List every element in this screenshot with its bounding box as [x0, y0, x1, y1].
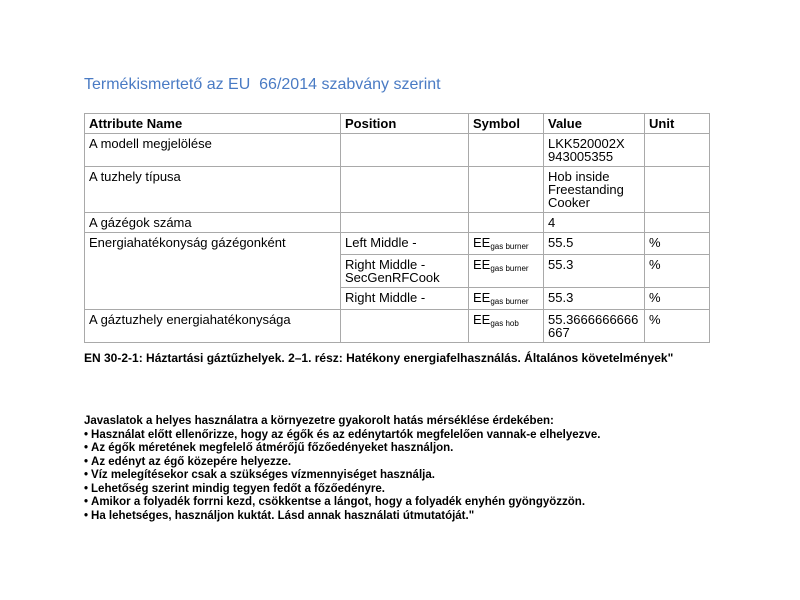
- bullet-marker: •: [84, 455, 89, 468]
- column-header-attribute-name: Attribute Name: [85, 114, 341, 134]
- spec-table-header-row: [85, 114, 710, 134]
- recommendation-item: [84, 429, 770, 443]
- recommendation-text: Ha lehetséges, használjon kuktát. Lásd annak használati útmutatóját.": [91, 509, 475, 522]
- spec-table-row: [85, 233, 710, 255]
- symbol-cell: [469, 255, 544, 288]
- symbol-subscript: gas hob: [490, 319, 519, 328]
- unit-cell: %: [645, 233, 710, 255]
- value-cell: Hob inside Freestanding Cooker: [544, 167, 645, 213]
- bullet-marker: •: [84, 482, 89, 495]
- spec-table-row: [85, 167, 710, 213]
- symbol-subscript: gas burner: [490, 297, 529, 306]
- column-header-position: Position: [341, 114, 469, 134]
- recommendation-text: Az égők méretének megfelelő átmérőjű főzőedényeket használjon.: [91, 442, 454, 454]
- symbol-cell: [469, 167, 544, 213]
- symbol-base-text: EE: [473, 290, 491, 305]
- symbol-cell: [469, 213, 544, 233]
- bullet-marker: •: [84, 496, 89, 508]
- position-cell: [341, 167, 469, 213]
- recommendations-block: [84, 415, 770, 523]
- column-header-value: Value: [544, 114, 645, 134]
- bullet-marker: •: [84, 428, 89, 441]
- column-header-unit: Unit: [645, 114, 710, 134]
- symbol-subscript: gas burner: [490, 264, 529, 273]
- symbol-cell: [469, 310, 544, 343]
- recommendations-heading: Javaslatok a helyes használatra a környezetre gyakorolt hatás mérséklése érdekében:: [84, 415, 554, 427]
- recommendation-item: [84, 456, 770, 470]
- symbol-cell: [469, 288, 544, 310]
- recommendation-text: Amikor a folyadék forrni kezd, csökkentse a lángot, hogy a folyadék enyhén gyöngyözzön.: [91, 496, 586, 508]
- unit-cell: [645, 213, 710, 233]
- attribute-name-cell: A gáztuzhely energiahatékonysága: [85, 310, 341, 343]
- recommendation-item: [84, 442, 770, 456]
- symbol-cell: [469, 233, 544, 255]
- recommendation-item: [84, 483, 770, 497]
- recommendation-item: [84, 496, 770, 510]
- bullet-marker: •: [84, 442, 89, 454]
- unit-cell: %: [645, 310, 710, 343]
- recommendation-text: Az edényt az égő közepére helyezze.: [91, 455, 292, 468]
- value-cell: 55.3: [544, 288, 645, 310]
- page-title: Termékismertető az EU 66/2014 szabvány szerint: [84, 76, 441, 93]
- product-spec-table: [84, 113, 710, 343]
- symbol-base-text: EE: [473, 235, 491, 250]
- recommendation-item: [84, 510, 770, 524]
- value-cell: 4: [544, 213, 645, 233]
- recommendation-text: Használat előtt ellenőrizze, hogy az égők és az edénytartók megfelelően vannak-e elhelyezve.: [91, 428, 601, 441]
- unit-cell: %: [645, 288, 710, 310]
- value-cell: 55.3666666666667: [544, 310, 645, 343]
- attribute-name-cell: A modell megjelölése: [85, 134, 341, 167]
- position-cell: [341, 134, 469, 167]
- unit-cell: %: [645, 255, 710, 288]
- attribute-name-cell: A gázégok száma: [85, 213, 341, 233]
- position-cell: Right Middle -: [341, 288, 469, 310]
- position-cell: [341, 310, 469, 343]
- unit-cell: [645, 167, 710, 213]
- recommendation-text: Víz melegítésekor csak a szükséges vízmennyiséget használja.: [91, 469, 435, 481]
- attribute-name-cell: A tuzhely típusa: [85, 167, 341, 213]
- symbol-cell: [469, 134, 544, 167]
- position-cell: Left Middle -: [341, 233, 469, 255]
- attribute-name-cell: Energiahatékonyság gázégonként: [85, 233, 341, 310]
- recommendation-text: Lehetőség szerint mindig tegyen fedőt a főzőedényre.: [91, 482, 385, 495]
- symbol-base-text: EE: [473, 312, 491, 327]
- position-cell: Right Middle - SecGenRFCook: [341, 255, 469, 288]
- spec-table-row: [85, 310, 710, 343]
- value-cell: 55.5: [544, 233, 645, 255]
- spec-table-row: [85, 134, 710, 167]
- recommendations-list: [84, 429, 770, 524]
- value-cell: 55.3: [544, 255, 645, 288]
- unit-cell: [645, 134, 710, 167]
- symbol-subscript: gas burner: [490, 242, 529, 251]
- position-cell: [341, 213, 469, 233]
- bullet-marker: •: [84, 509, 89, 522]
- standard-note: EN 30-2-1: Háztartási gáztűzhelyek. 2–1. rész: Hatékony energiafelhasználás. Általános követelmények": [84, 351, 674, 365]
- bullet-marker: •: [84, 469, 89, 481]
- value-cell: LKK520002X 943005355: [544, 134, 645, 167]
- symbol-base-text: EE: [473, 257, 491, 272]
- column-header-symbol: Symbol: [469, 114, 544, 134]
- spec-table-row: [85, 213, 710, 233]
- recommendation-item: [84, 469, 770, 483]
